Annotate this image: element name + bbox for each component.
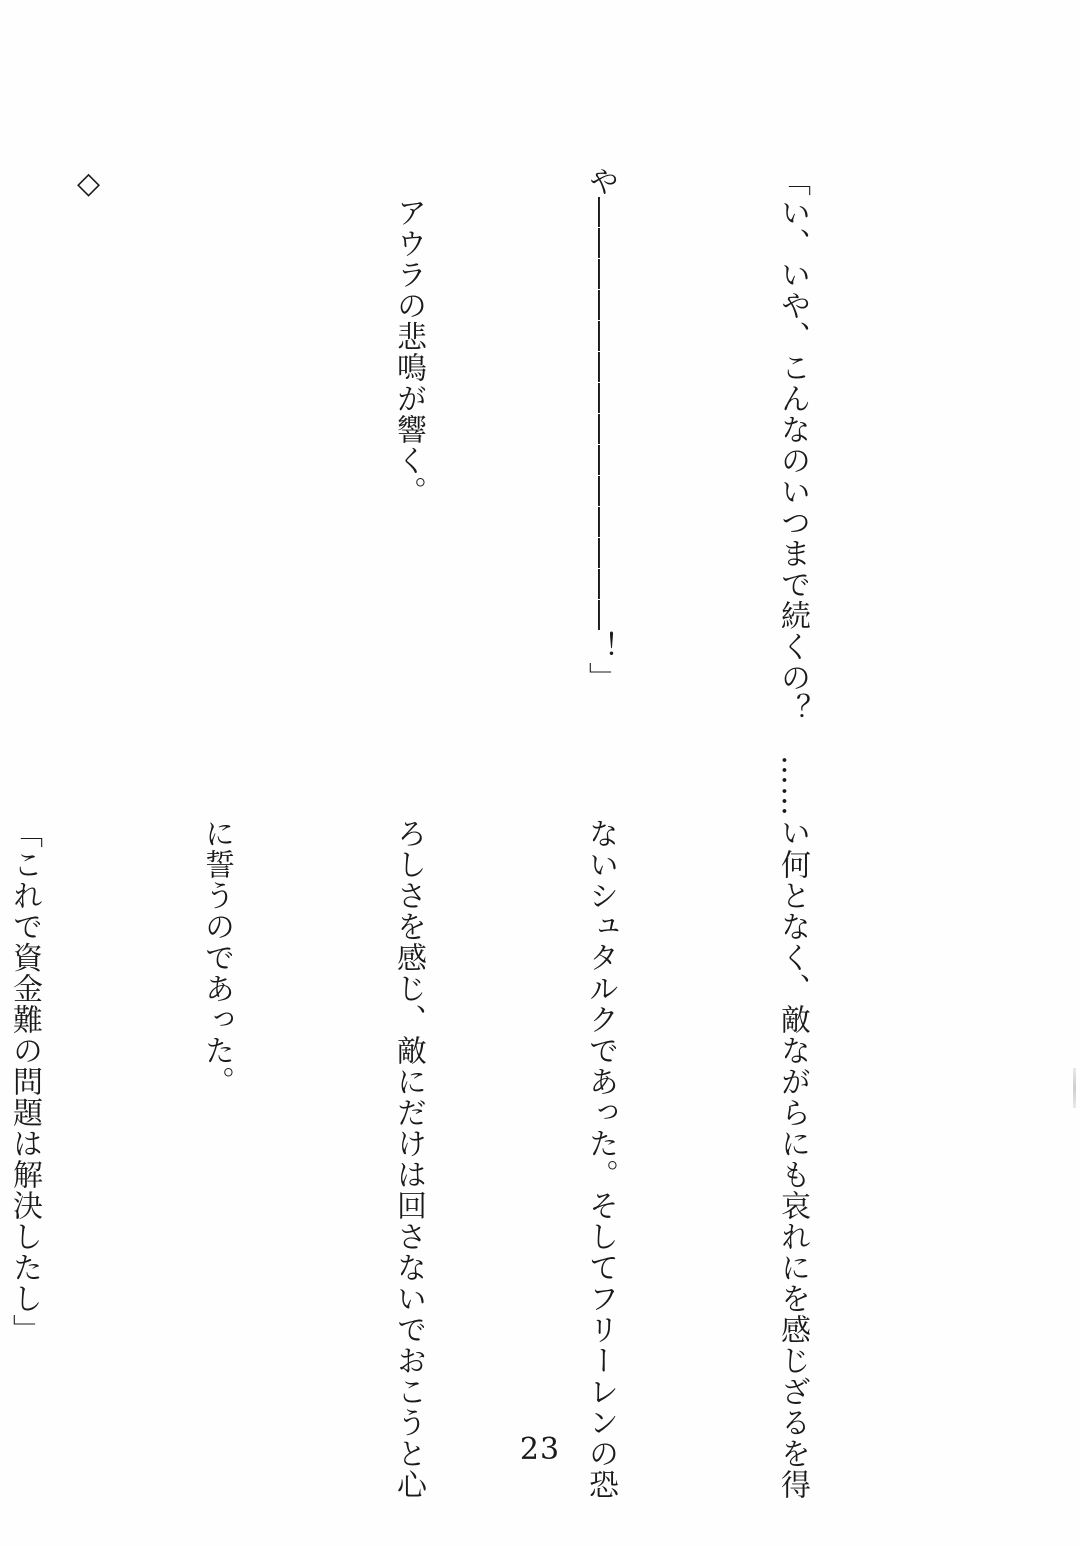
text-line: や――――――――――――――！」 xyxy=(583,166,618,693)
text-line: ないシュタルクであった。そしてフリーレンの恐 xyxy=(583,818,618,1500)
text-line: 「い、いや、こんなのいつまで続くの？ ……い xyxy=(775,166,810,848)
text-line: に誓うのであった。 xyxy=(199,818,234,1097)
text-line: ろしさを感じ、敵にだけは回さないでおこうと心 xyxy=(391,818,426,1500)
text-line: 「これで資金難の問題は解決したし」 xyxy=(7,818,42,1345)
upper-text-block xyxy=(71,166,952,848)
scene-break-diamond: ◇ xyxy=(71,166,106,202)
text-line: 何となく、敵ながらにも哀れにを感じざるを得 xyxy=(775,818,810,1500)
page-number: 23 xyxy=(519,1432,561,1467)
scan-edge-mark xyxy=(1073,1068,1076,1108)
text-line: アウラの悲鳴が響く。 xyxy=(391,166,426,507)
